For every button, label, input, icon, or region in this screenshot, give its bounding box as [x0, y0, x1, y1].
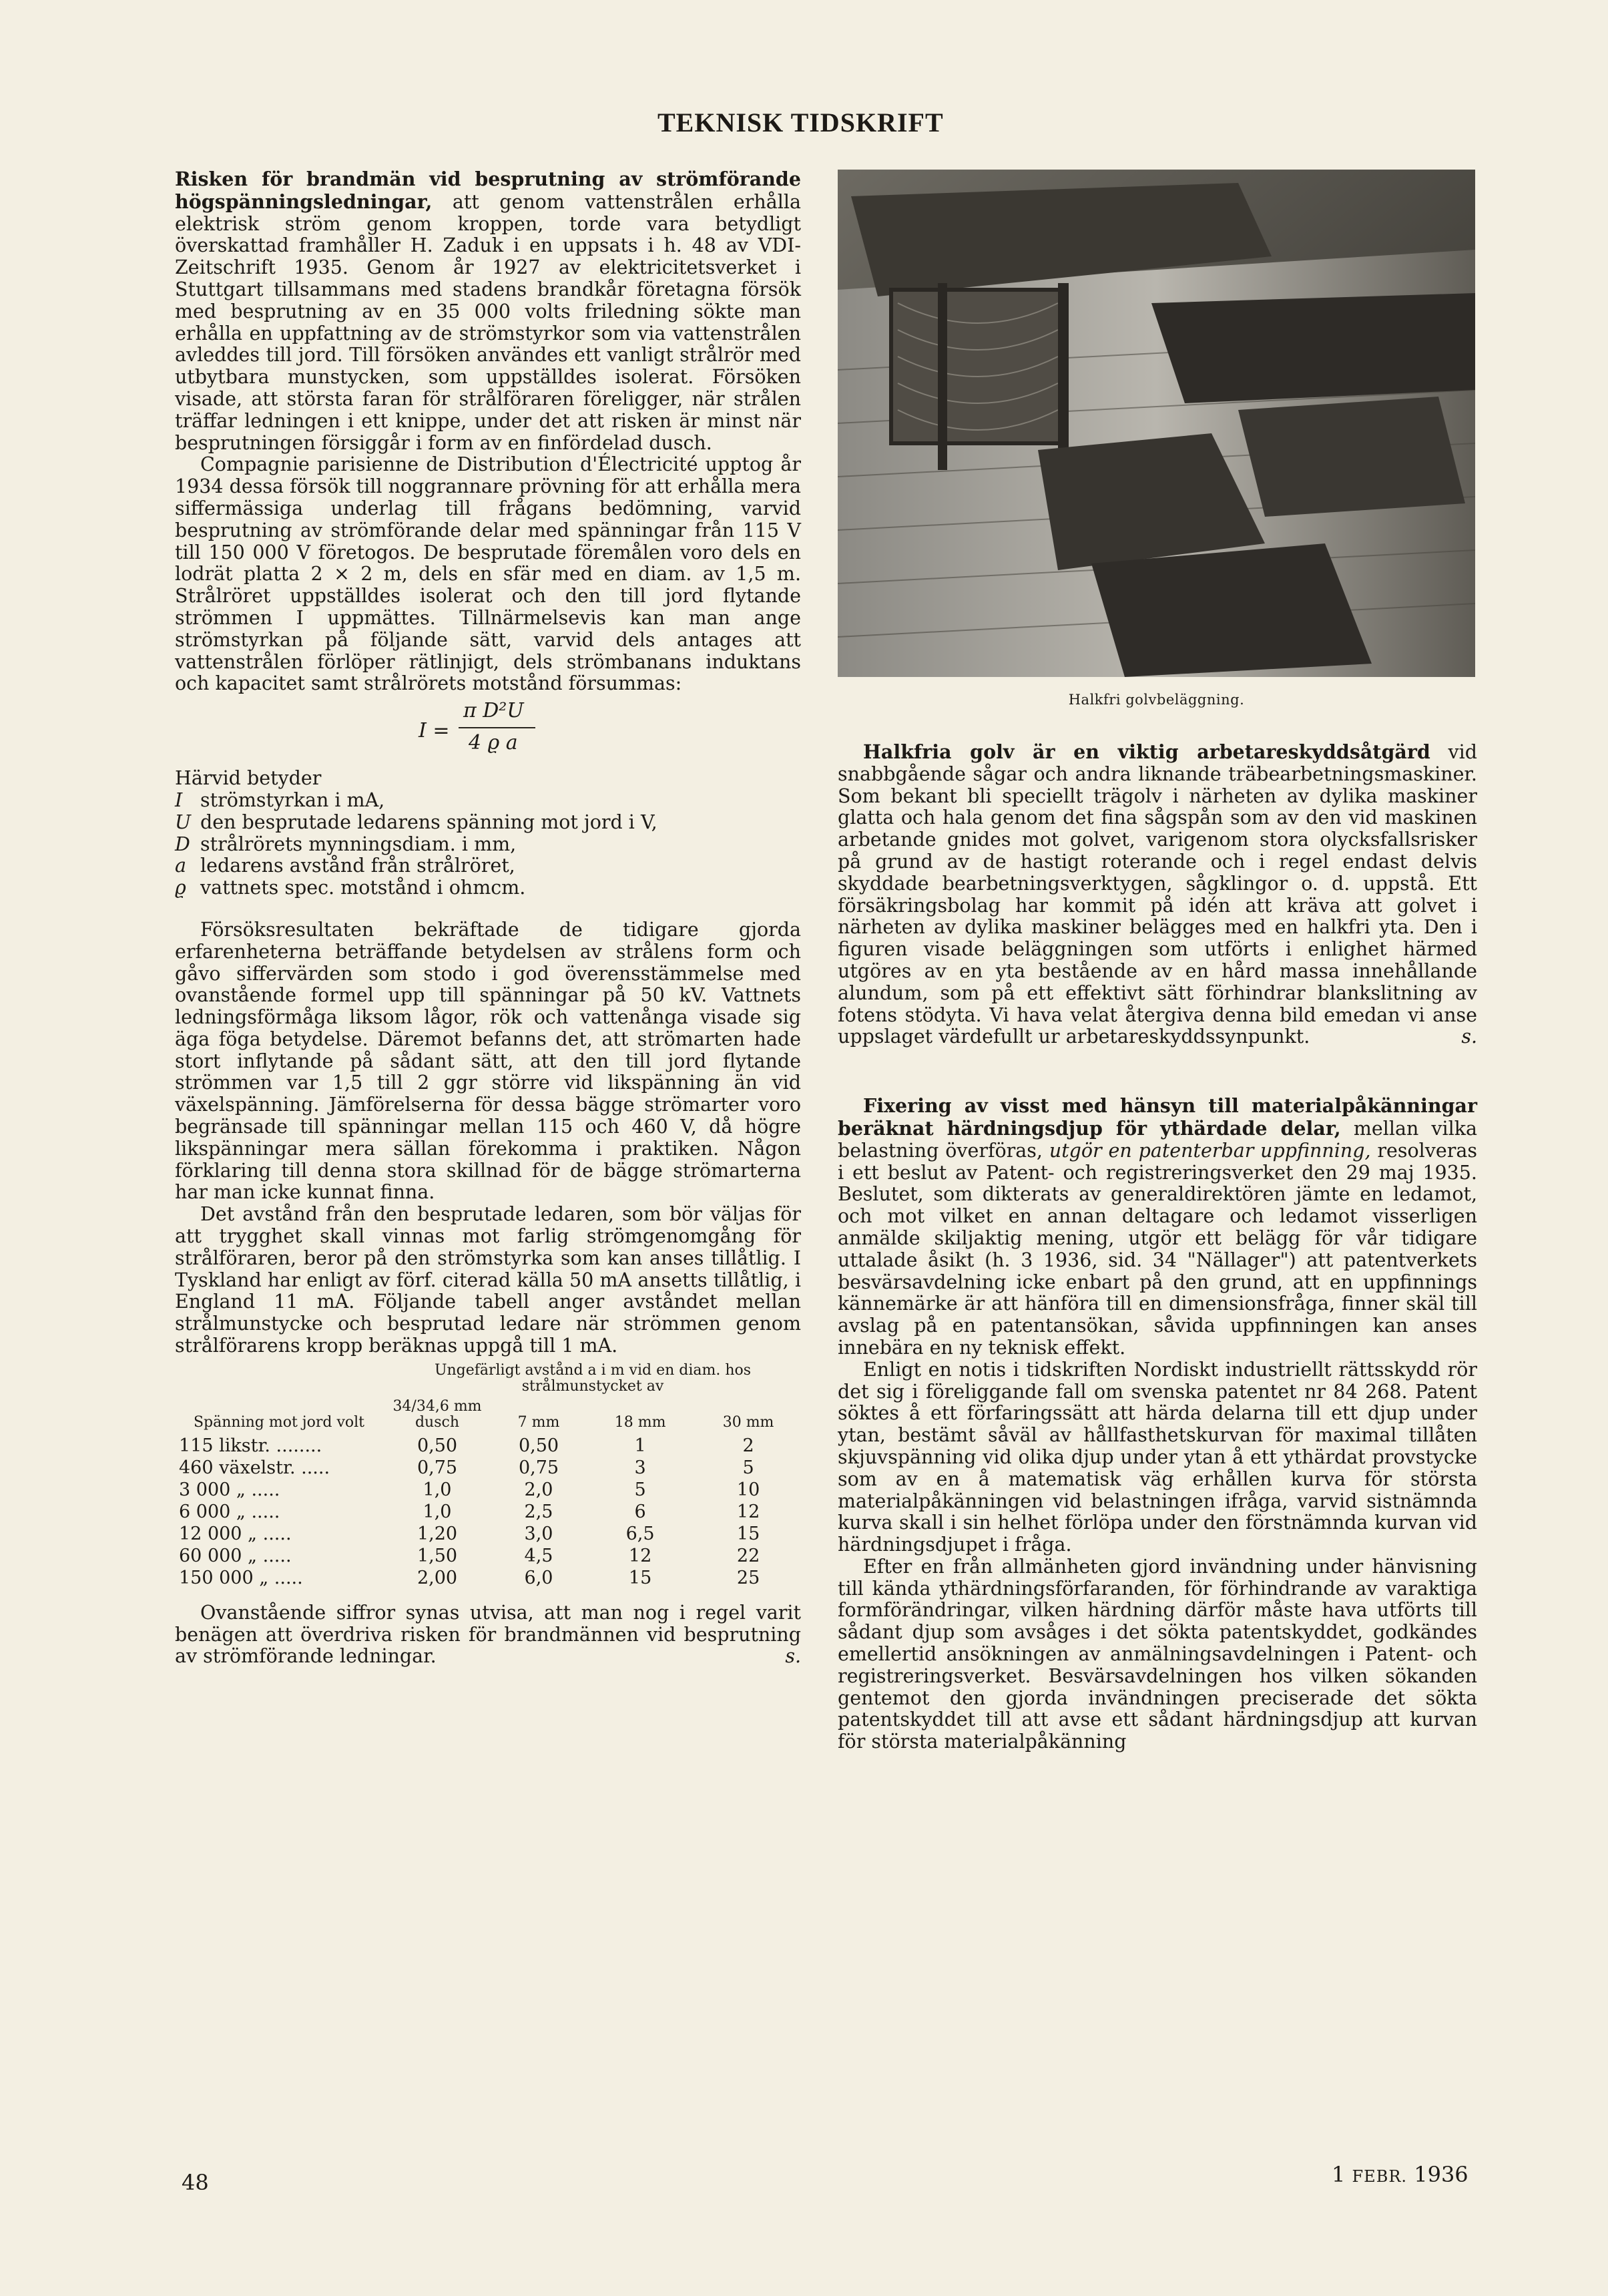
article1-paragraph-4: Det avstånd från den besprutade ledaren, som bör väljas för att trygghet skall vinnas mot farlig strömgenomgång för strålföraren, beror på den strömstyrka som kan anses tillåtlig. I Tyskland har enligt av förf. citerad källa 50 mA ansetts tillåtlig, i England 11 mA. Följande tabell anger avståndet mellan strålmunstycke och besprutad ledare när strömmen genom strålförarens kropp beräknas uppgå till 1 mA. [175, 1203, 801, 1357]
article1-paragraph-5: Ovanstående siffror synas utvisa, att man nog i regel varit benägen att överdriva risken för brandmännen vid besprutning av strömförande ledningar. s. [175, 1601, 801, 1668]
table-header-voltage: Spänning mot jord volt [193, 1413, 365, 1431]
article1-signature: s. [785, 1645, 801, 1668]
article2-heading: Halkfria golv är en viktig arbetareskyddsåtgärd [863, 740, 1430, 763]
floor-photo-illustration [838, 170, 1475, 677]
current-formula [175, 700, 801, 764]
left-column [175, 168, 801, 1668]
page-number: 48 [182, 2170, 209, 2195]
masthead: TEKNISK TIDSKRIFT [657, 107, 944, 138]
definition-item: D strålrörets mynningsdiam. i mm, [175, 833, 517, 855]
article3-italic-phrase: utgör en patenterbar uppfinning, [1049, 1139, 1371, 1162]
definitions-list [175, 790, 801, 899]
article3-paragraph-3: Efter en från allmänheten gjord invändning under hänvisning till kända ythärdningsförfaranden, för förhindrande av varaktiga formförändringar, vilken härdning därför måste hava utförts till sådant djup som avsåges i det sökta patentskyddet, godkändes emellertid ansökningen av anmälningsavdelningen i Patent- och registreringsverket. Besvärsavdelningen hos vilken sökanden gentemot den gjorda invändningen preciserade det sökta patentskyddet till att avse ett sådant härdningsdjup att kurvan för största materialpåkänning [838, 1555, 1477, 1753]
formula-denominator: 4 ϱ a [469, 731, 518, 755]
table-subheader: 30 mm [722, 1413, 774, 1431]
table-row: 12 000 „ ..... 1,20 3,0 6,5 15 [179, 1523, 760, 1544]
definition-item: ϱ vattnets spec. motstånd i ohmcm. [175, 877, 526, 899]
formula-fraction-bar [459, 727, 535, 728]
article1-heading: Risken för brandmän vid besprutning av strömförande högspänningsledningar, [175, 168, 801, 213]
issue-date: 1 FEBR. 1936 [1332, 2162, 1468, 2187]
table-row: 115 likstr. ........ 0,50 0,50 1 2 [179, 1435, 754, 1456]
formula-numerator: π D²U [463, 699, 524, 723]
photo-caption: Halkfri golvbeläggning. [1068, 692, 1245, 708]
definitions-intro: Härvid betyder [175, 767, 322, 790]
article3-paragraph-1: Fixering av visst med hänsyn till materialpåkänningar beräknat härdningsdjup för ythärdade delar, mellan vilka belastning överföras, utgör en patenterbar uppfinning, resolveras i ett beslut av Patent- och registreringsverket den 29 maj 1935. Beslutet, som dikterats av generaldirektören jämte en ledamot, och mot vilket en annan deltagare och ledamot visserligen anmälde skiljaktig mening, utgör ett belägg för vår tidigare uttalade åsikt (h. 3 1936, sid. 34 "Nällager") att patentverkets besvärsavdelning icke enbart på den grund, att en uppfinnings kännemärke är att hänföra till en dimensionsfråga, finner skäl till avslag på en patentansökan, såvida uppfinningen kan anses innebära en ny teknisk effekt. [838, 1094, 1478, 1359]
right-column [838, 741, 1477, 1753]
table-header-group: Ungefärligt avstånd a i m vid en diam. hos strålmunstycket av [434, 1361, 752, 1395]
table-row: 460 växelstr. ..... 0,75 0,75 3 5 [179, 1457, 754, 1478]
table-subheader: 18 mm [614, 1413, 666, 1431]
article1-paragraph-1 [175, 168, 801, 454]
article2-signature: s. [1461, 1025, 1477, 1048]
formula-lhs: I = [419, 719, 450, 743]
article2-paragraph-1: Halkfria golv är en viktig arbetareskyddsåtgärd vid snabbgående sågar och andra liknande träbearbetningsmaskiner. Som bekant bli speciellt trägolv i närheten av dylika maskiner glatta och hala genom det fina sågspån som av den vid maskinen arbetande gnides mot golvet, varigenom stora olycksfallsrisker på grund av de hastigt roterande och i regel endast delvis skyddade bearbetningsverktygen, sågklingor o. d. uppstå. Ett försäkringsbolag har kommit på idén att kräva att golvet i närheten av dylika maskiner belägges med en halkfri yta. Den i figuren visade beläggningen som utförts i enlighet härmed utgöres av en yta bestående av en hård massa innehållande alundum, som på ett effektivt sätt förhindrar blankslitning av fotens stödyta. Vi hava velat återgiva denna bild emedan vi anse uppslaget värdefullt ur arbetareskyddssynpunkt. s. [838, 740, 1478, 1048]
table-row: 150 000 „ ..... 2,00 6,0 15 25 [179, 1567, 760, 1588]
table-subheader: 34/34,6 mm dusch [392, 1397, 482, 1431]
distance-table [175, 1363, 802, 1589]
table-row: 3 000 „ ..... 1,0 2,0 5 10 [179, 1479, 760, 1500]
definition-item: a ledarens avstånd från strålröret, [175, 855, 515, 877]
article1-p1-text: att genom vattenstrålen erhålla elektrisk ström genom kroppen, torde vara betydligt överskattad framhåller H. Zaduk i en uppsats i h. 48 av VDI-Zeitschrift 1935. Genom år 1927 av elektricitetsverket i Stuttgart tillsammans med stadens brandkår företagna försök med besprutning av en 35 000 volts friledning sökte man erhålla en uppfattning av de strömstyrkor som via vattenstrålen avleddes till jord. Till försöken användes ett vanligt strålrör med utbytbara munstycken, som uppställdes isolerat. Försöken visade, att största faran för strålföraren föreligger, när strålen träffar ledningen i ett knippe, under det att risken är minst när besprutningen försiggår i form av en finfördelad dusch. [175, 190, 801, 454]
article3-heading: Fixering av visst med hänsyn till materialpåkänningar beräknat härdningsdjup för ythärdade delar, [838, 1094, 1477, 1140]
table-row: 6 000 „ ..... 1,0 2,5 6 12 [179, 1501, 760, 1522]
article3-paragraph-2: Enligt en notis i tidskriften Nordiskt industriellt rättsskydd rör det sig i föreliggande fall om svenska patentet nr 84 268. Patent söktes å ett förfaringssätt att härda delarna till ett djup under ytan, bestämt såväl av hållfasthetskurvan för maximal tillåten skjuvspänning vid olika djup under ytan å ett ythärdat provstycke som av en å matematisk väg erhållen kurva för största materialpåkänningen vid belastningen ifråga, varvid sistnämnda kurva skall i sin helhet förlöpa under den förstnämnda kurvan vid härdningsdjupet i fråga. [838, 1358, 1477, 1556]
article1-paragraph-3: Försöksresultaten bekräftade de tidigare gjorda erfarenheterna beträffande betydelsen av strålens form och gåvo siffervärden som stodo i god överensstämmelse med ovanstående formel upp till spänningar på 50 kV. Vattnets ledningsförmåga liksom lågor, rök och vattenånga visade sig äga föga betydelse. Däremot befanns det, att strömarten hade stort inflytande på sådant sätt, att den till jord flytande strömmen var 1,5 till 2 ggr större vid likspänning än vid växelspänning. Jämförelserna för dessa bägge strömarter voro begränsade till spänningar mellan 115 och 460 V, då högre likspänningar mera sällan förekomma i praktiken. Någon förklaring till denna stora skillnad för de bägge strömarterna har man icke kunnat finna. [175, 918, 801, 1204]
definition-item: U den besprutade ledarens spänning mot jord i V, [175, 811, 657, 833]
article1-paragraph-2: Compagnie parisienne de Distribution d'Électricité upptog år 1934 dessa försök till noggrannare prövning för att erhålla mera siffermässiga underlag till frågans bedömning, varvid besprutning av strömförande delar med spänningar från 115 V till 150 000 V företogos. De besprutade föremålen voro dels en lodrät platta 2 × 2 m, dels en sfär med en diam. av 1,5 m. Strålröret uppställdes isolerat och den till jord flytande strömmen I uppmättes. Tillnärmelsevis kan man ange strömstyrkan på följande sätt, varvid dels antages att vattenstrålen förlöper rätlinjigt, dels strömbanans induktans och kapacitet samt strålrörets motstånd försummas: [175, 453, 801, 695]
definition-item: I strömstyrkan i mA, [175, 788, 385, 811]
table-row: 60 000 „ ..... 1,50 4,5 12 22 [179, 1545, 760, 1566]
floor-photo [838, 170, 1475, 677]
table-subheader: 7 mm [517, 1413, 560, 1431]
